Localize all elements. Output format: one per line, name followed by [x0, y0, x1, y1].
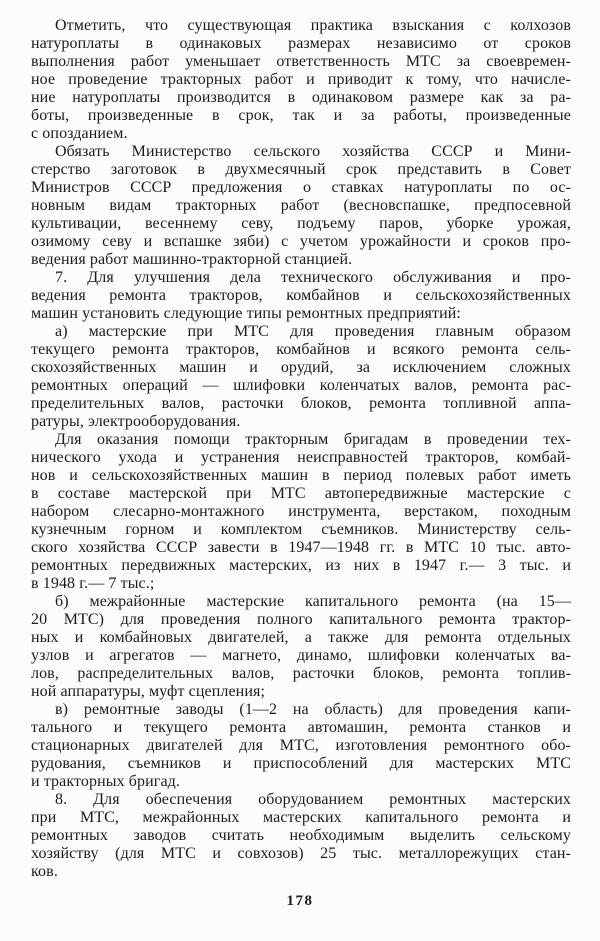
text-line: пределительных валов, расточки блоков, ремонта топливной аппа-	[31, 395, 571, 412]
text-line: 20 МТС) для проведения полного капитального ремонта трактор-	[31, 611, 571, 628]
text-line: ведения работ машинно-тракторной станцией.	[31, 251, 353, 268]
text-line: с опозданием.	[31, 125, 128, 142]
text-line: и тракторных бригад.	[31, 773, 181, 790]
paragraph	[31, 17, 571, 143]
text-line: Отметить, что существующая практика взыскания с колхозов	[55, 17, 571, 34]
text-line: натуроплаты в одинаковых размерах независимо от сроков	[31, 35, 571, 52]
text-line: машин установить следующие типы ремонтных предприятий:	[31, 305, 461, 322]
page-number: 178	[286, 893, 314, 909]
text-line: скохозяйственных машин и орудий, за исключением сложных	[31, 359, 571, 376]
document-text	[31, 17, 571, 881]
text-line: а) мастерские при МТС для проведения главным образом	[55, 323, 571, 340]
text-line: озимому севу и вспашке зяби) с учетом урожайности и сроков про-	[31, 233, 571, 250]
text-line: ных и комбайновых двигателей, а также для ремонта отдельных	[31, 629, 571, 646]
text-line: 8. Для обеспечения оборудованием ремонтных мастерских	[55, 791, 571, 808]
text-line: боты, произведенные в срок, так и за работы, произведенные	[31, 107, 571, 124]
text-line: ведения ремонта тракторов, комбайнов и сельскохозяйственных	[31, 287, 571, 304]
text-line: ное проведение тракторных работ и приводит к тому, что начисле-	[31, 71, 571, 88]
text-line: стационарных двигателей для МТС, изготовления ремонтного обо-	[31, 737, 571, 754]
text-line: нического ухода и устранения неисправностей тракторов, комбай-	[31, 449, 571, 466]
text-line: ского хозяйства СССР завести в 1947—1948 гг. в МТС 10 тыс. авто-	[31, 539, 571, 556]
text-line: ратуры, электрооборудования.	[31, 413, 241, 430]
text-line: выполнения работ уменьшает ответственность МТС за своевремен-	[31, 53, 571, 70]
text-line: Обязать Министерство сельского хозяйства СССР и Мини-	[55, 143, 571, 160]
text-line: при МТС, межрайонных мастерских капитального ремонта и	[31, 809, 571, 826]
text-line: культивации, весеннему севу, подъему паров, уборке урожая,	[31, 215, 571, 232]
text-line: текущего ремонта тракторов, комбайнов и всякого ремонта сель-	[31, 341, 571, 358]
text-line: ремонтных заводов считать необходимым выделить сельскому	[31, 827, 571, 844]
text-line: Для оказания помощи тракторным бригадам в проведении тех-	[55, 431, 571, 448]
text-line: ние натуроплаты производится в одинаковом размере как за ра-	[31, 89, 571, 106]
text-line: в) ремонтные заводы (1—2 на область) для проведения капи-	[55, 701, 571, 718]
text-line: узлов и агрегатов — магнето, динамо, шлифовки коленчатых ва-	[31, 647, 571, 664]
text-line: тального и текущего ремонта автомашин, ремонта станков и	[31, 719, 571, 736]
text-line: Министров СССР предложения о ставках натуроплаты по ос-	[31, 179, 571, 196]
text-line: набором слесарно-монтажного инструмента, верстаком, походным	[31, 503, 571, 520]
text-line: новным видам тракторных работ (весновспашке, предпосевной	[31, 197, 571, 214]
text-line: ремонтных передвижных мастерских, из них в 1947 г.— 3 тыс. и	[31, 557, 571, 574]
text-line: хозяйству (для МТС и совхозов) 25 тыс. металлорежущих стан-	[31, 845, 571, 862]
text-line: кузнечным горном и комплектом съемников. Министерству сель-	[31, 521, 571, 538]
paragraph	[31, 431, 571, 593]
paragraph	[31, 593, 571, 701]
text-line: ков.	[31, 863, 58, 880]
text-line: ной аппаратуры, муфт сцепления;	[31, 683, 265, 700]
text-line: стерство заготовок в двухмесячный срок представить в Совет	[31, 161, 571, 178]
text-line: б) межрайонные мастерские капитального ремонта (на 15—	[55, 593, 571, 610]
paragraph	[31, 269, 571, 323]
text-line: в 1948 г.— 7 тыс.;	[31, 575, 155, 592]
paragraph	[31, 143, 571, 269]
text-line: ремонтных операций — шлифовки коленчатых валов, ремонта рас-	[31, 377, 571, 394]
paragraph	[31, 701, 571, 791]
text-line: нов и сельскохозяйственных машин в период полевых работ иметь	[31, 467, 571, 484]
paragraph	[31, 323, 571, 431]
text-line: в составе мастерской при МТС автопередвижные мастерские с	[31, 485, 571, 502]
text-line: рудования, съемников и приспособлений для мастерских МТС	[31, 755, 571, 772]
paragraph	[31, 791, 571, 881]
text-line: лов, распределительных валов, расточки блоков, ремонта топлив-	[31, 665, 571, 682]
text-line: 7. Для улучшения дела технического обслуживания и про-	[55, 269, 571, 286]
